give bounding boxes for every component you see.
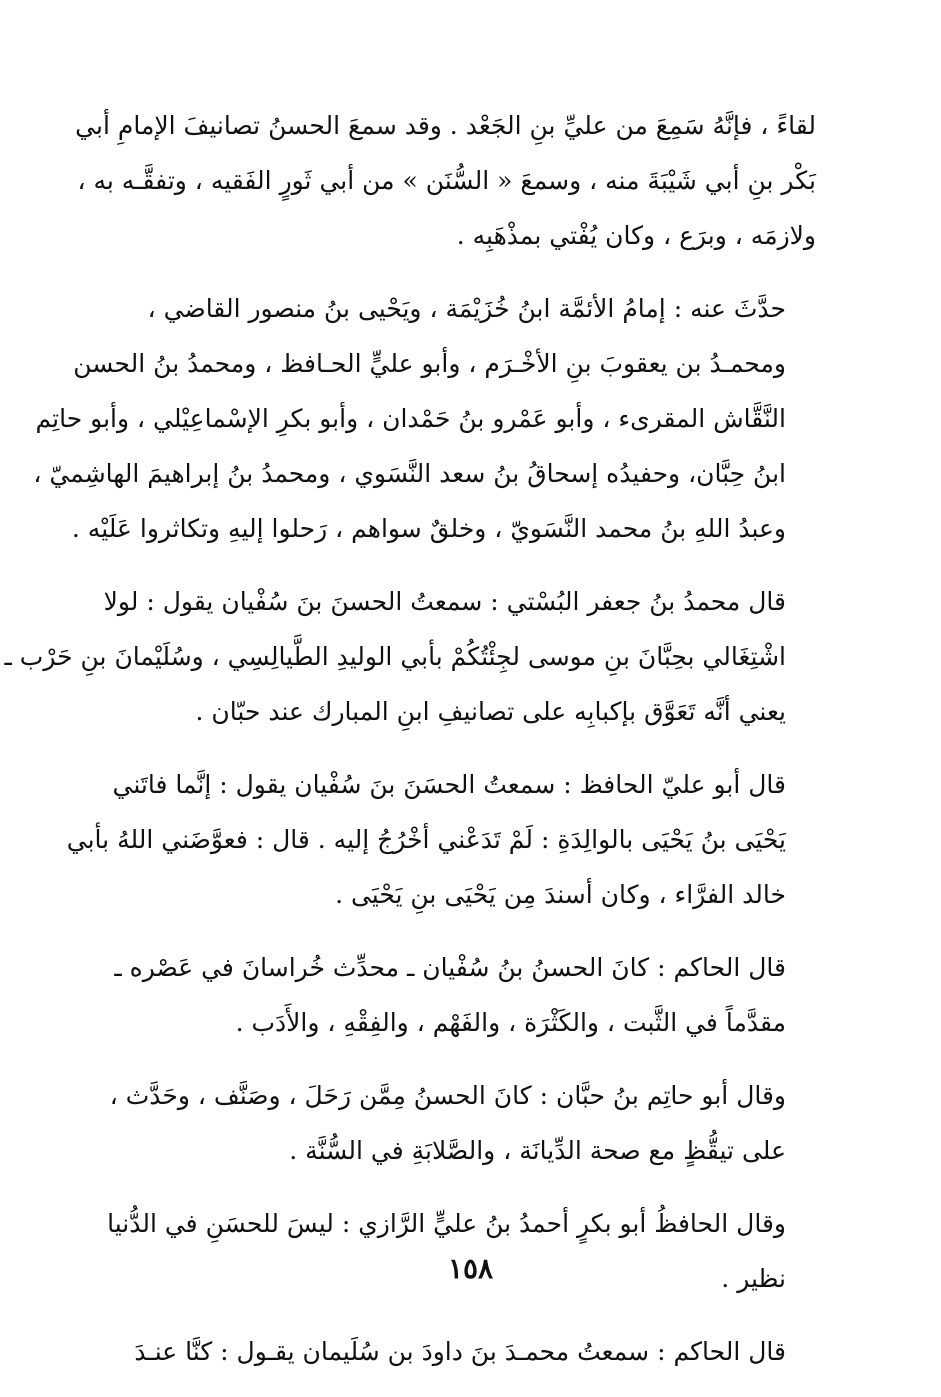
page-number: ١٥٨: [447, 1252, 494, 1285]
text-line: وقال الحافظُ أبو بكرٍ أحمدُ بنُ عليٍّ الرَّازي : ليسَ للحسَنِ في الدُّنيا: [107, 1209, 786, 1238]
paragraph-1: [75, 98, 816, 263]
paragraph-6: [100, 1068, 816, 1178]
text-line: حدَّثَ عنه : إمامُ الأئمَّة ابنُ خُزَيْمَة ، ويَحْيى بنُ منصور القاضي ،: [147, 294, 786, 323]
page-body: [4, 98, 816, 1397]
paragraph-7: [100, 1196, 816, 1306]
paragraph-8: [100, 1324, 816, 1379]
text-line: مقدَّماً في الثَّبت ، والكَثْرَة ، والفَهْم ، والفِقْهِ ، والأَدَب .: [235, 1008, 786, 1037]
text-line: ولازمَه ، وبرَع ، وكان يُفْتي بمذْهَبِه .: [456, 221, 816, 250]
text-line: اشْتِغَالي بحِبَّانَ بنِ موسى لجِئْتُكُمْ بأبي الوليدِ الطَّيالِسِي ، وسُلَيْمانَ بنِ حَرْب ـ: [4, 642, 786, 671]
text-line: قال الحاكم : كانَ الحسنُ بنُ سُفْيان ـ محدِّث خُراسانَ في عَصْره ـ: [114, 953, 786, 982]
text-line: خالد الفرَّاء ، وكان أسندَ مِن يَحْيَى بنِ يَحْيَى .: [335, 880, 786, 909]
text-line: قال محمدُ بنُ جعفر البُسْتي : سمعتُ الحسنَ بنَ سُفْيان يقول : لولا: [103, 587, 786, 616]
text-line: يَحْيَى بنُ يَحْيَى بالوالِدَةِ : لَمْ تَدَعْني أخْرُجُ إليه . قال : فعوَّضَني اللهُ بأبي: [66, 825, 786, 854]
paragraph-2: [33, 281, 816, 556]
text-line: قال أبو عليّ الحافظ : سمعتُ الحسَنَ بنَ سُفْيان يقول : إنَّما فاتَني: [112, 770, 786, 799]
text-line: النَّقَّاش المقرىء ، وأبو عَمْرو بنُ حَمْدان ، وأبو بكرِ الإسْماعِيْلي ، وأبو حاتِم: [35, 404, 786, 433]
text-line: يعني أنَّه تَعَوَّق بإكبابِه على تصانيفِ ابنِ المبارك عند حبّان .: [195, 697, 786, 726]
text-line: لقاءً ، فإنَّهُ سَمِعَ من عليِّ بنِ الجَعْد . وقد سمعَ الحسنُ تصانيفَ الإمامِ أبي: [75, 111, 816, 140]
text-line: بَكْر بنِ أبي شَيْبَةَ منه ، وسمعَ « السُّنَن » من أبي ثَورٍ الفَقيه ، وتفقَّـه به ،: [77, 166, 816, 195]
paragraph-4: [66, 757, 816, 922]
text-line: ومحمـدُ بن يعقوبَ بنِ الأخْـرَم ، وأبو عليٍّ الحـافظ ، ومحمدُ بنُ الحسن: [73, 349, 786, 378]
text-line: قال الحاكم : سمعتُ محمـدَ بنَ داودَ بن سُلَيمان يقـول : كنَّا عنـدَ: [134, 1337, 786, 1366]
text-line: على تيقُّظٍ مع صحة الدِّيانَة ، والصَّلابَةِ في السُّنَّة .: [289, 1136, 786, 1165]
text-line: ابنُ حِبَّان، وحفيدُه إسحاقُ بنُ سعد النَّسَوي ، ومحمدُ بنُ إبراهيمَ الهاشِميّ ،: [33, 459, 786, 488]
text-line: نظير .: [721, 1264, 786, 1293]
text-line: وعبدُ اللهِ بنُ محمد النَّسَويّ ، وخلقٌ سواهم ، رَحلوا إليهِ وتكاثروا عَلَيْه .: [71, 514, 786, 543]
text-line: وقال أبو حاتِم بنُ حبَّان : كانَ الحسنُ مِمَّن رَحَلَ ، وصَنَّف ، وحَدَّث ،: [109, 1081, 786, 1110]
paragraph-5: [100, 940, 816, 1050]
paragraph-3: [4, 574, 816, 739]
